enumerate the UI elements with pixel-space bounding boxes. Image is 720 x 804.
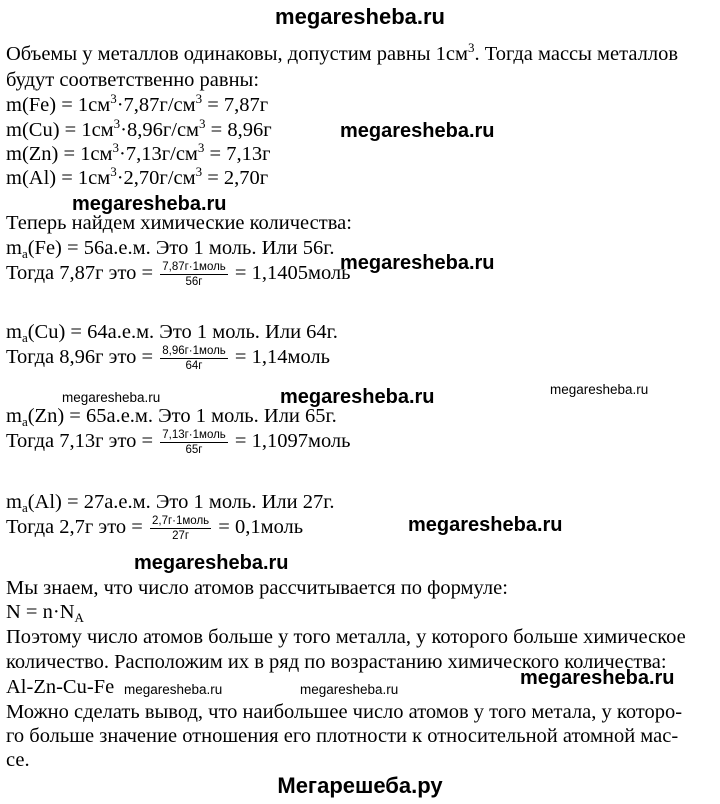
watermark: megaresheba.ru <box>124 682 223 697</box>
formula: $N = n\cdot N_A$ <box>6 601 84 625</box>
watermark: megaresheba.ru <box>340 252 495 274</box>
conclusion-line-3: Можно сделать вывод, что наибольшее число атомов у того метала, у которо- <box>6 701 683 723</box>
intro-line-2: будут соответственно равны: <box>6 69 260 91</box>
watermark: megaresheba.ru <box>300 682 399 697</box>
mass-al: $m(Al) = 1см^3\cdot 2,70г/см^3 = 2,70г$ <box>6 164 269 189</box>
atomic-mass-fe: $m_a(Fe) = 56а.е.м$. Это 1 моль. Или 56г. <box>6 237 335 261</box>
watermark: megaresheba.ru <box>72 193 227 215</box>
fraction-al: $\frac{\text{2,7г·1моль}}{27г}$ <box>151 515 210 542</box>
formula-intro: Мы знаем, что число атомов рассчитывается по формуле: <box>6 577 508 599</box>
fraction-zn: $\frac{\text{7,13г·1моль}}{65г}$ <box>162 429 226 456</box>
amount-calc-cu: Тогда 8,96г это = $\frac{\text{8,96г·1моль}}{64г}$ = 1,14моль <box>6 345 331 372</box>
watermark: megaresheba.ru <box>340 120 495 142</box>
header-site-title: megaresheba.ru <box>275 4 445 29</box>
atomic-mass-al: $m_a(Al) = 27а.е.м$. Это 1 моль. Или 27г. <box>6 491 335 515</box>
amount-calc-zn: Тогда 7,13г это = $\frac{\text{7,13г·1моль}}{65г}$ = 1,1097моль <box>6 429 351 456</box>
fraction-fe: $\frac{\text{7,87г·1моль}}{56г}$ <box>162 261 226 288</box>
watermark: megaresheba.ru <box>520 667 675 689</box>
mass-zn: $m(Zn) = 1см^3\cdot 7,13г/см^3 = 7,13г$ <box>6 140 271 165</box>
watermark: megaresheba.ru <box>408 514 563 536</box>
amounts-title: Теперь найдем химические количества: <box>6 212 352 234</box>
amount-calc-al: Тогда 2,7г это = $\frac{\text{2,7г·1моль}}{27г}$ = 0,1моль <box>6 515 304 542</box>
conclusion-line-2: количество. Расположим их в ряд по возрастанию химического количества: <box>6 651 667 673</box>
conclusion-line-4: го больше значение отношения его плотности к относительной атомной мас- <box>6 725 679 747</box>
watermark: megaresheba.ru <box>550 382 649 397</box>
amount-calc-fe: Тогда 7,87г это = $\frac{\text{7,87г·1моль}}{56г}$ = 1,1405моль <box>6 261 351 288</box>
conclusion-line-5: се. <box>6 749 30 771</box>
fraction-cu: $\frac{\text{8,96г·1моль}}{64г}$ <box>162 345 226 372</box>
watermark: megaresheba.ru <box>134 552 289 574</box>
intro-line-1: Объемы у металлов одинаковы, допустим равны $1см^3$. Тогда массы металлов <box>6 40 678 65</box>
watermark: megaresheba.ru <box>62 390 161 405</box>
metal-series: Al-Zn-Cu-Fe <box>6 676 115 698</box>
mass-fe: $m(Fe) = 1см^3\cdot 7,87г/см^3 = 7,87г$ <box>6 91 269 116</box>
mass-cu: $m(Cu) = 1см^3\cdot 8,96г/см^3 = 8,96г$ <box>6 116 272 141</box>
footer-site-title: Мегарешеба.ру <box>277 773 443 798</box>
atomic-mass-cu: $m_a(Cu) = 64а.е.м$. Это 1 моль. Или 64г. <box>6 321 338 345</box>
conclusion-line-1: Поэтому число атомов больше у того металла, у которого больше химическое <box>6 626 686 648</box>
watermark: megaresheba.ru <box>280 386 435 408</box>
atomic-mass-zn: $m_a(Zn) = 65а.е.м$. Это 1 моль. Или 65г. <box>6 405 337 429</box>
